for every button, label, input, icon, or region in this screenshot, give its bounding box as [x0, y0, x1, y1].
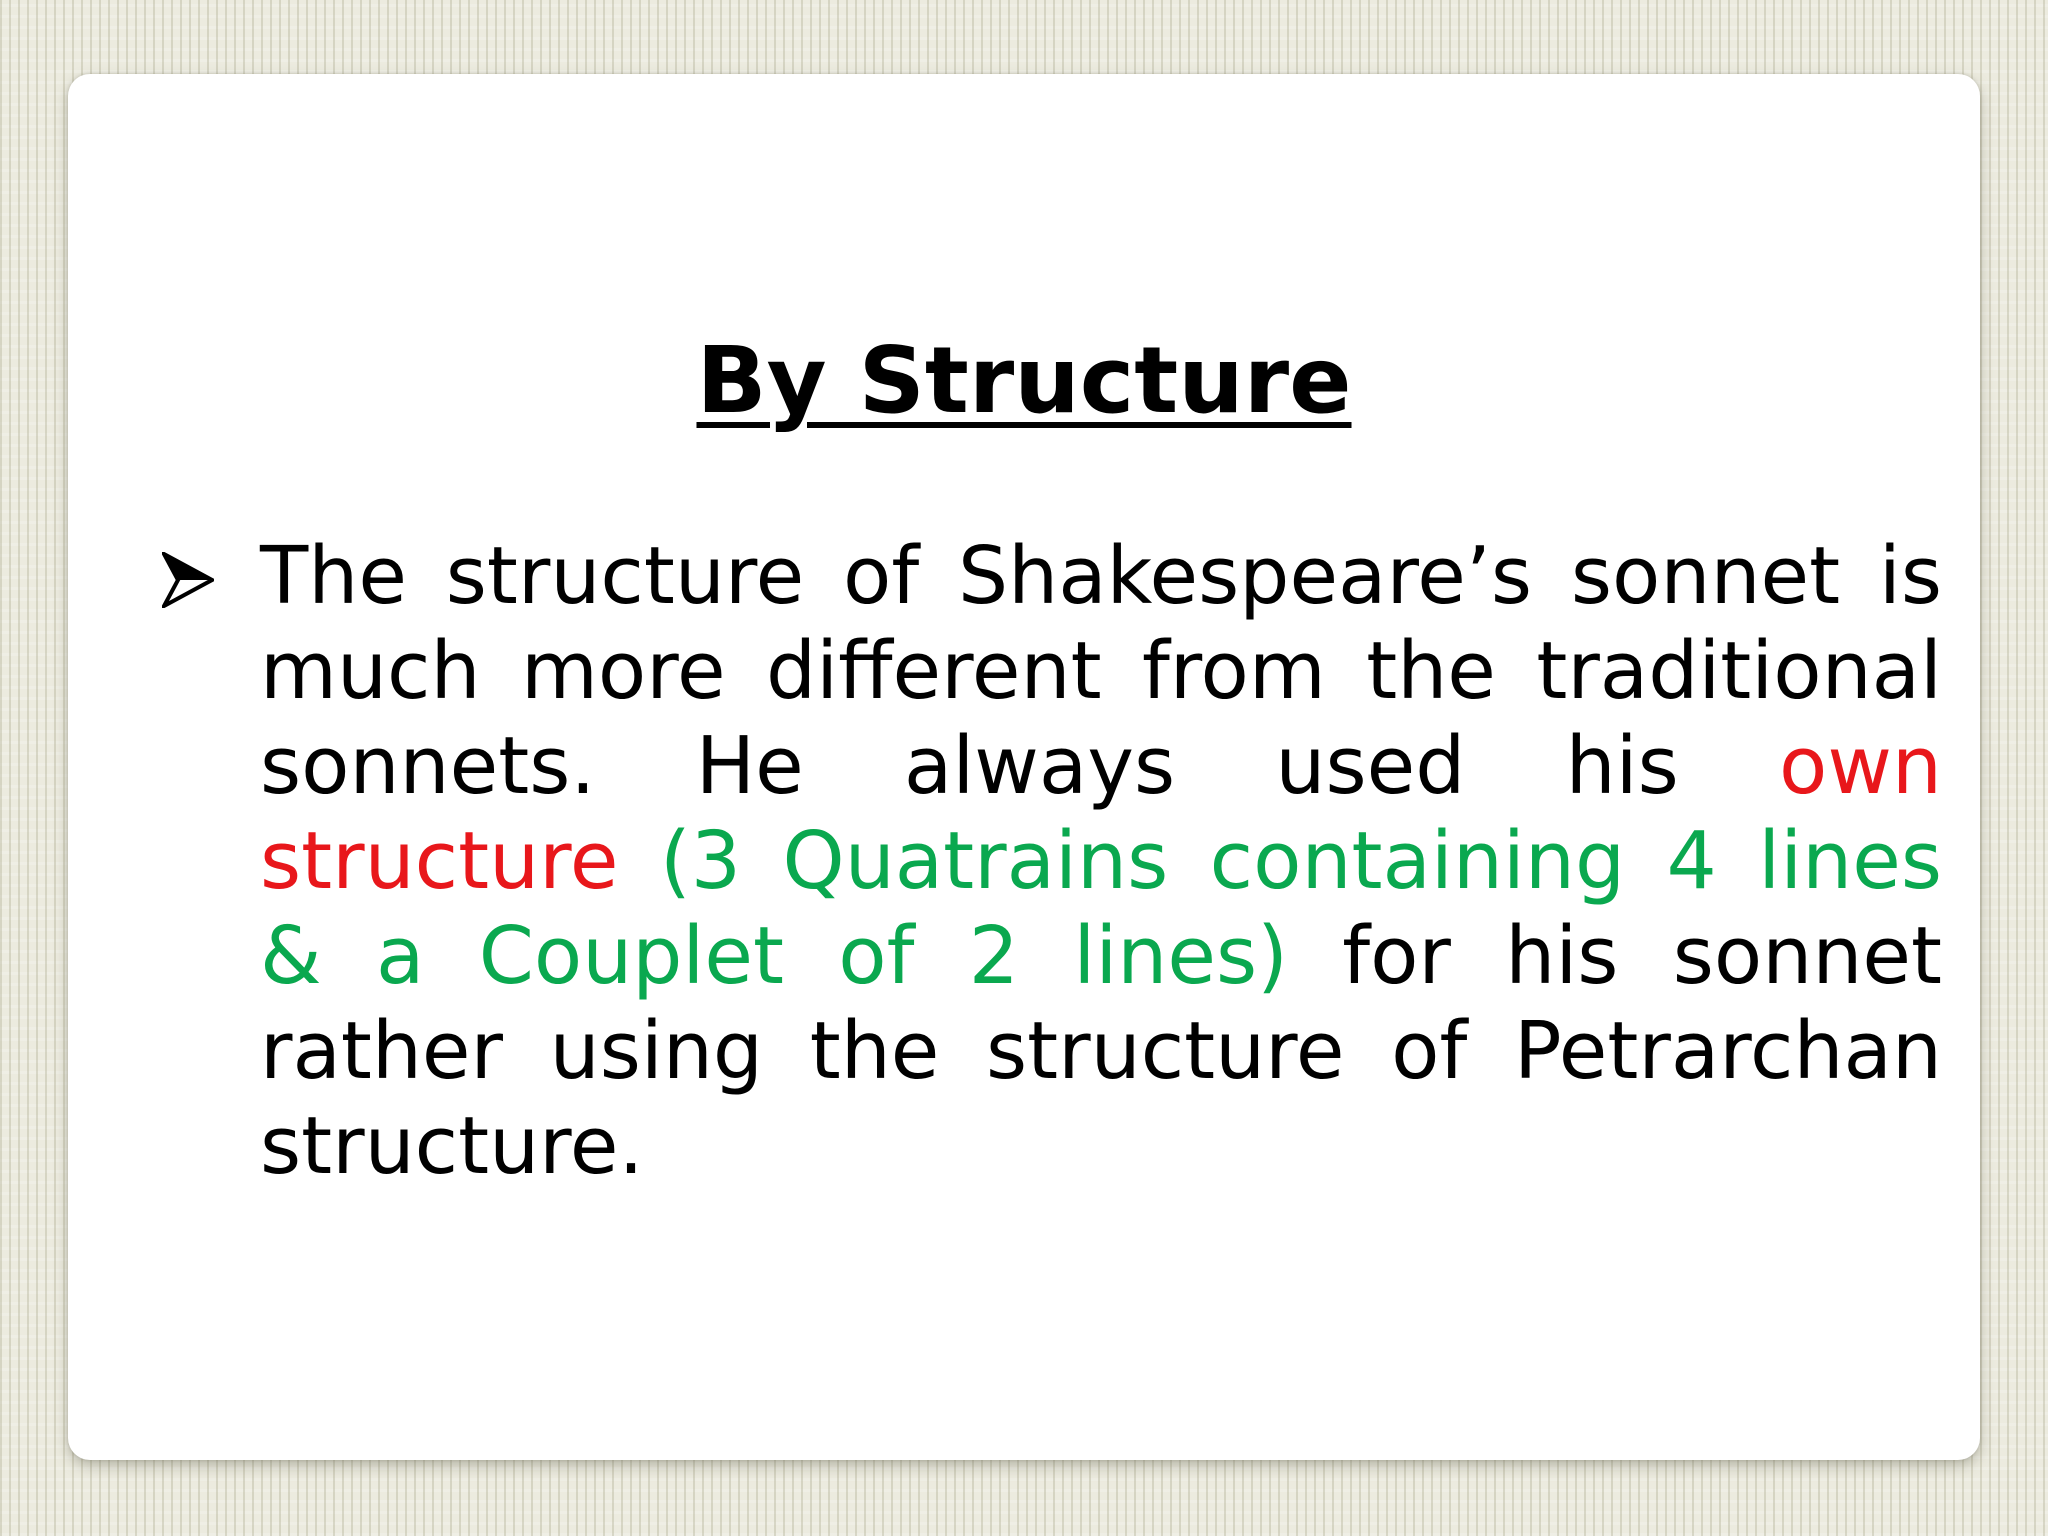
highlight-own-structure: own structure — [260, 720, 1942, 907]
slide-card — [68, 74, 1980, 1460]
bullet-paragraph — [260, 529, 1942, 1194]
paragraph-intro-text: The structure of Shakespeare’s sonnet is much more different from the traditional sonnets. He always used his — [260, 530, 1942, 812]
paragraph-space — [619, 815, 660, 907]
arrow-bullet-icon — [162, 552, 214, 608]
highlight-quatrains-couplet: (3 Quatrains containing 4 lines & a Couplet of 2 lines) — [260, 815, 1942, 1002]
paragraph-outro-text: for his sonnet rather using the structure of Petrarchan structure. — [260, 910, 1942, 1192]
slide-title — [68, 326, 1980, 436]
slide-title-text: By Structure — [696, 327, 1352, 434]
